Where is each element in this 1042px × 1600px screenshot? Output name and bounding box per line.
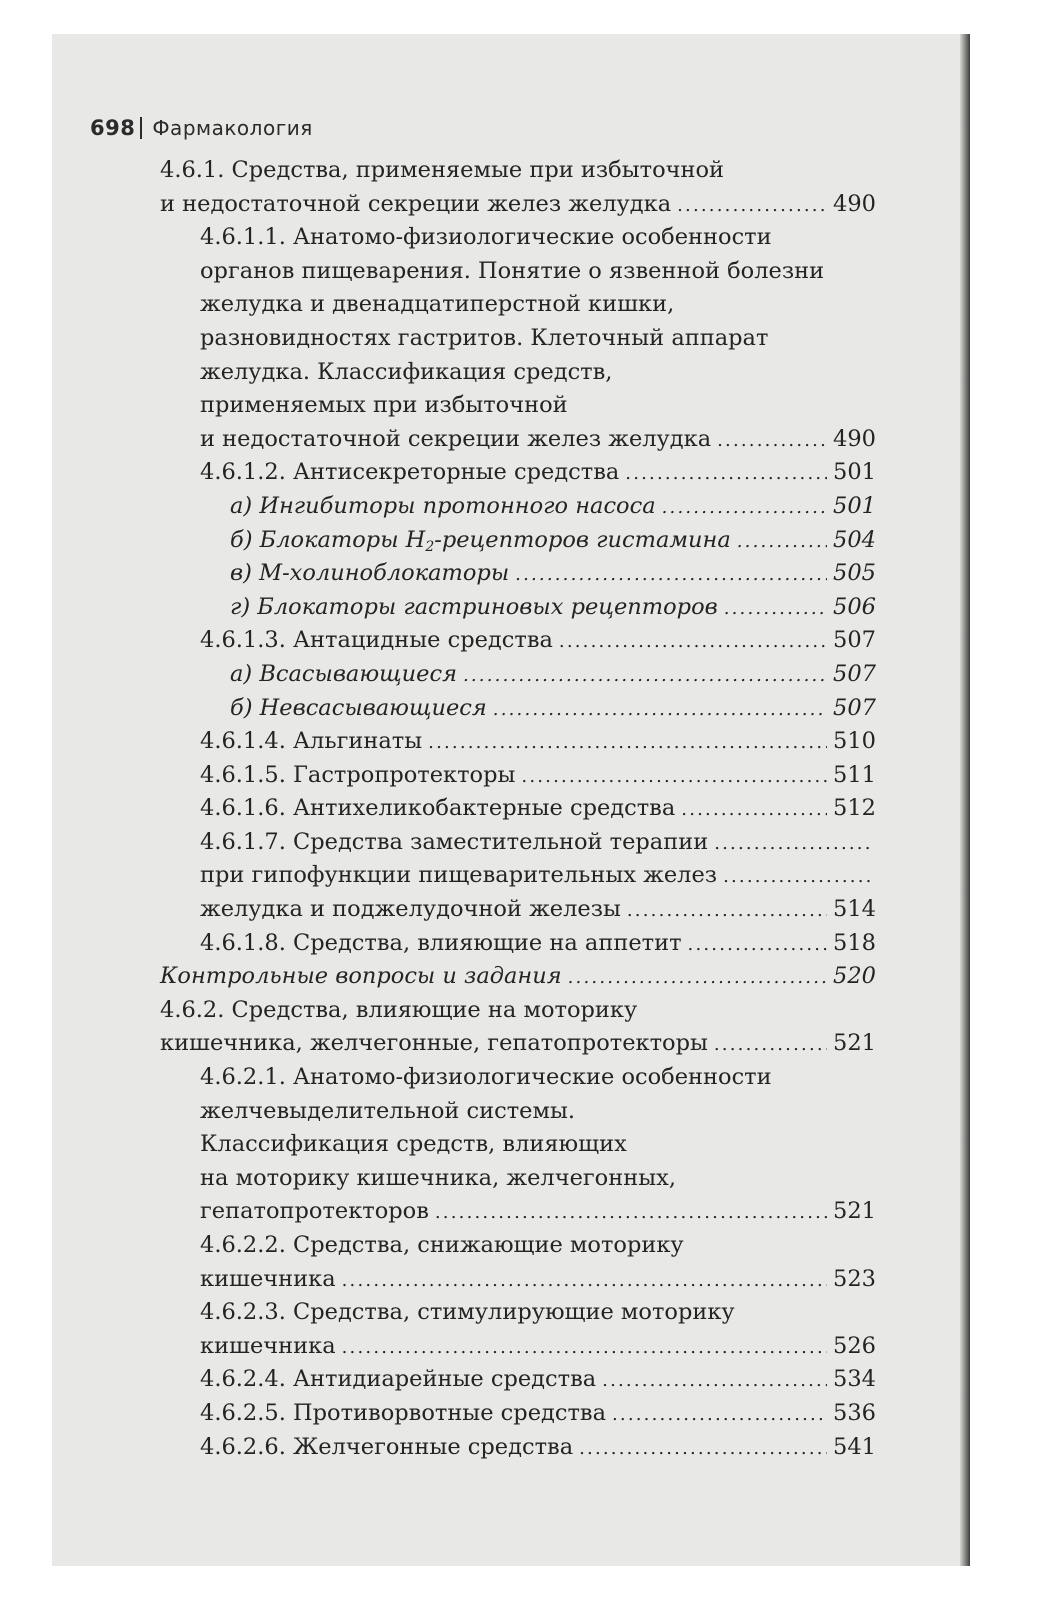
toc-page-number: 520 [833, 963, 876, 990]
toc-entry-text: и недостаточной секреции желез желудка [160, 190, 672, 217]
toc-entry-text: кишечника, желчегонные, гепатопротекторы [160, 1030, 708, 1057]
leader-dots [662, 491, 827, 525]
toc-entry-text: при гипофункции пищеварительных желез [200, 862, 718, 889]
toc-entry-text: 4.6.1.3. Антацидные средства [200, 627, 553, 654]
toc-entry-text: 4.6.2.3. Средства, стимулирующие моторику [200, 1299, 735, 1326]
leader-dots [579, 1432, 827, 1466]
toc-entry-text: на моторику кишечника, желчегонных, [200, 1164, 676, 1191]
toc-entry-text: 4.6.1. Средства, применяемые при избыточной [160, 157, 725, 183]
leader-dots [463, 659, 827, 693]
toc-entry-text: 4.6.2.4. Антидиарейные средства [200, 1366, 597, 1393]
toc-entry-text: 4.6.1.5. Гастропротекторы [200, 761, 516, 788]
toc-page-number: 507 [833, 627, 876, 654]
toc-entry-text: кишечника [200, 1265, 336, 1292]
toc-entry-text: желудка. Классификация средств, [200, 358, 613, 385]
toc-entry [160, 960, 876, 994]
page-number: 698 [90, 116, 136, 140]
leader-dots [515, 558, 827, 592]
leader-dots [521, 760, 827, 794]
subscript: 2 [425, 538, 435, 555]
book-page [52, 34, 970, 1566]
toc-entry [160, 725, 876, 759]
toc-entry [160, 490, 876, 524]
toc-page-number: 523 [833, 1265, 876, 1292]
toc-page-number: 501 [833, 492, 876, 519]
leader-dots [723, 860, 870, 894]
toc-entry [160, 994, 876, 1061]
toc-entry-text-part: -рецепторов гистамина [434, 526, 731, 553]
toc-entry [160, 524, 876, 558]
leader-dots [342, 1331, 827, 1365]
toc-entry-text: Классификация средств, влияющих [200, 1131, 627, 1158]
toc-entry-text: 4.6.1.6. Антихеликобактерные средства [200, 795, 676, 822]
header-divider [140, 117, 142, 139]
toc-entry [160, 826, 876, 927]
leader-dots [428, 726, 827, 760]
toc-entry-text: органов пищеварения. Понятие о язвенной болезни [200, 257, 825, 284]
toc-page-number: 507 [833, 694, 876, 721]
toc-entry-text: Контрольные вопросы и задания [160, 963, 562, 990]
leader-dots [681, 793, 827, 827]
toc-page-number: 504 [833, 526, 876, 553]
toc-page-number: 505 [833, 560, 876, 587]
toc-entry-text [230, 524, 731, 558]
toc-entry [160, 591, 876, 625]
leader-dots [737, 525, 827, 559]
toc-entry [160, 456, 876, 490]
toc-entry-text: в) М-холиноблокаторы [230, 560, 510, 587]
toc-page-number: 521 [833, 1198, 876, 1225]
toc-entry-text: 4.6.1.4. Альгинаты [200, 728, 423, 755]
toc-entry-text: желчевыделительной системы. [200, 1097, 576, 1124]
toc-entry-text: 4.6.2. Средства, влияющие на моторику [160, 996, 638, 1023]
leader-dots [724, 592, 827, 626]
book-spine-shadow [960, 34, 970, 1566]
toc-entry-text: 4.6.2.2. Средства, снижающие моторику [200, 1232, 684, 1258]
toc-page-number: 521 [833, 1030, 876, 1057]
toc-entry [160, 1229, 876, 1296]
toc-entry [160, 154, 876, 221]
toc-entry-text: а) Всасывающиеся [230, 660, 457, 687]
toc-entry [160, 759, 876, 793]
toc-entry-text: 4.6.2.6. Желчегонные средства [200, 1433, 574, 1460]
toc-page-number: 536 [833, 1399, 876, 1426]
running-header [90, 116, 313, 140]
toc-entry [160, 792, 876, 826]
toc-entry-text: кишечника [200, 1332, 336, 1359]
toc-page-number: 514 [833, 896, 876, 923]
toc-entry [160, 557, 876, 591]
toc-page-number: 541 [833, 1433, 876, 1460]
toc-page-number: 506 [833, 593, 876, 620]
toc-entry-text: и недостаточной секреции желез желудка [200, 425, 712, 452]
leader-dots [688, 928, 828, 962]
leader-dots [342, 1264, 827, 1298]
toc-entry-text: разновидностях гастритов. Клеточный аппарат [200, 324, 769, 351]
toc-page-number: 534 [833, 1366, 876, 1393]
toc-entry [160, 692, 876, 726]
toc-page-number: 490 [833, 190, 876, 217]
toc-entry-text-part: б) Блокаторы Н [230, 526, 426, 553]
toc-entry-text: 4.6.2.5. Противорвотные средства [200, 1399, 606, 1426]
toc-entry [160, 927, 876, 961]
toc-entry-text: г) Блокаторы гастриновых рецепторов [230, 593, 718, 620]
toc-page-number: 501 [833, 459, 876, 486]
leader-dots [717, 424, 827, 458]
toc-entry-text: гепатопротекторов [200, 1198, 429, 1225]
toc-page-number: 511 [833, 761, 876, 788]
toc-entry-text: а) Ингибиторы протонного насоса [230, 492, 656, 519]
leader-dots [568, 961, 827, 995]
leader-dots [602, 1364, 827, 1398]
toc-entry-text: 4.6.1.7. Средства заместительной терапии [200, 828, 709, 855]
toc-entry-text: 4.6.1.8. Средства, влияющие на аппетит [200, 929, 682, 956]
leader-dots [677, 189, 827, 223]
toc-entry-text: 4.6.1.1. Анатомо-физиологические особенности [200, 224, 772, 251]
toc-entry [160, 1363, 876, 1397]
toc-page-number: 512 [833, 795, 876, 822]
toc-entry [160, 1061, 876, 1229]
toc-entry-text: 4.6.1.2. Антисекреторные средства [200, 459, 620, 486]
toc-entry-text: б) Невсасывающиеся [230, 694, 487, 721]
toc-page-number: 507 [833, 660, 876, 687]
running-title: Фармакология [152, 116, 313, 140]
leader-dots [559, 625, 827, 659]
toc-entry-text: желудка и поджелудочной железы [200, 896, 621, 923]
leader-dots [612, 1398, 827, 1432]
toc-page-number: 526 [833, 1332, 876, 1359]
toc-entry-text: применяемых при избыточной [200, 392, 568, 419]
toc-entry [160, 1296, 876, 1363]
toc-page-number: 518 [833, 929, 876, 956]
toc-page-number: 510 [833, 728, 876, 755]
toc-entry [160, 658, 876, 692]
toc-page-number: 490 [833, 425, 876, 452]
leader-dots [714, 1028, 827, 1062]
table-of-contents [160, 154, 876, 1464]
toc-entry [160, 624, 876, 658]
leader-dots [493, 693, 827, 727]
leader-dots [714, 827, 870, 861]
leader-dots [435, 1196, 827, 1230]
toc-entry [160, 221, 876, 456]
toc-entry [160, 1397, 876, 1431]
toc-entry-text: 4.6.2.1. Анатомо-физиологические особенности [200, 1064, 772, 1091]
toc-entry-text: желудка и двенадцатиперстной кишки, [200, 291, 675, 318]
toc-entry [160, 1431, 876, 1465]
leader-dots [625, 457, 827, 491]
leader-dots [627, 894, 827, 928]
